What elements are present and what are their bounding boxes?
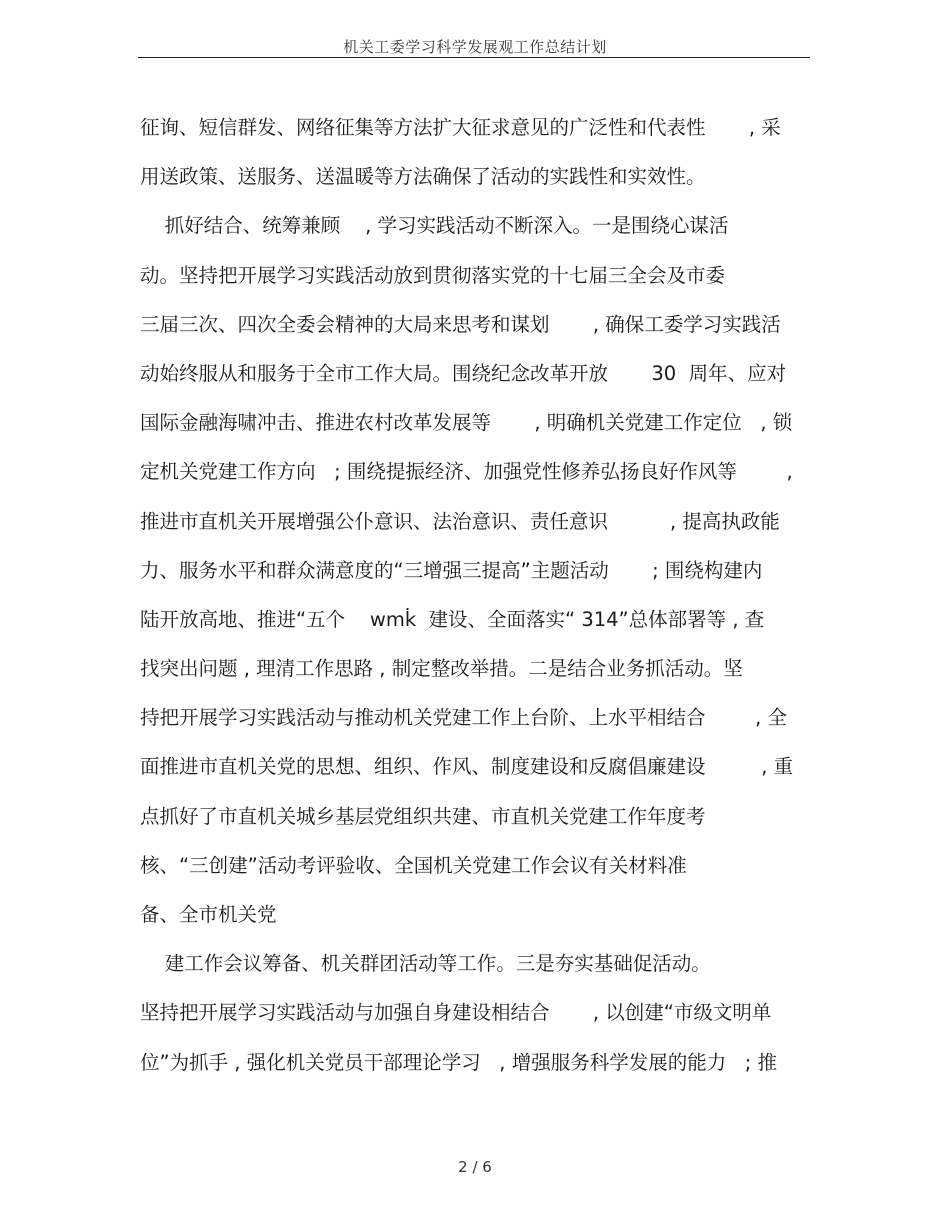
- text-line: 位”为抓手 , 强化机关党员干部理论学习 , 增强服务科学发展的能力 ; 推: [140, 1050, 778, 1074]
- page-header-title: 机关工委学习科学发展观工作总结计划: [343, 38, 607, 56]
- text-line: 征询、短信群发、网络征集等方法扩大征求意见的广泛性和代表性 , 采: [140, 116, 781, 139]
- document-body: [140, 110, 820, 1094]
- text-line: 持把开展学习实践活动与推动机关党建工作上台阶、上水平相结合 , 全: [140, 706, 787, 730]
- text-line: 陆开放高地、推进“五个 wmk̇ 建设、全面落实“ 314”总体部署等 , 查: [140, 607, 765, 631]
- text-line: 动始终服从和服务于全市工作大局。围绕纪念改革开放 30 周年、应对: [140, 361, 787, 385]
- text-line: 推进市直机关开展增强公仆意识、法治意识、责任意识 , 提高执政能: [140, 509, 780, 533]
- text-line: 面推进市直机关党的思想、组织、作风、制度建设和反腐倡廉建设 , 重: [140, 755, 794, 779]
- text-line: 三届三次、四次全委会精神的大局来思考和谋划 , 确保工委学习实践活: [140, 312, 781, 336]
- text-line: 找突出问题 , 理清工作思路 , 制定整改举措。二是结合业务抓活动。坚: [140, 657, 743, 681]
- text-line: 定机关党建工作方向 ; 围绕提振经济、加强党性修养弘扬良好作风等 ,: [140, 460, 793, 484]
- text-line: 力、服务水平和群众满意度的“三增强三提高”主题活动 ; 围绕构建内: [140, 558, 763, 582]
- text-line: 坚持把开展学习实践活动与加强自身建设相结合 , 以创建“市级文明单: [140, 1001, 772, 1025]
- text-line: 备、全市机关党: [140, 903, 277, 926]
- text-line: 抓好结合、统筹兼顾 , 学习实践活动不断深入。一是围绕心谋活: [140, 214, 729, 238]
- text-line: 国际金融海啸冲击、推进农村改革发展等 , 明确机关党建工作定位 , 锁: [140, 411, 793, 435]
- page-number: 2 / 6: [458, 1158, 492, 1176]
- text-line: 用送政策、送服务、送温暖等方法确保了活动的实践性和实效性。: [140, 165, 706, 189]
- text-line: 建工作会议筹备、机关群团活动等工作。三是夯实基础促活动。: [140, 952, 711, 976]
- text-line: 点抓好了市直机关城乡基层党组织共建、市直机关党建工作年度考: [140, 804, 706, 828]
- text-line: 核、“三创建”活动考评验收、全国机关党建工作会议有关材料准: [140, 853, 687, 877]
- text-line: 动。坚持把开展学习实践活动放到贯彻落实党的十七届三全会及市委: [140, 263, 726, 287]
- header-rule: [138, 57, 810, 58]
